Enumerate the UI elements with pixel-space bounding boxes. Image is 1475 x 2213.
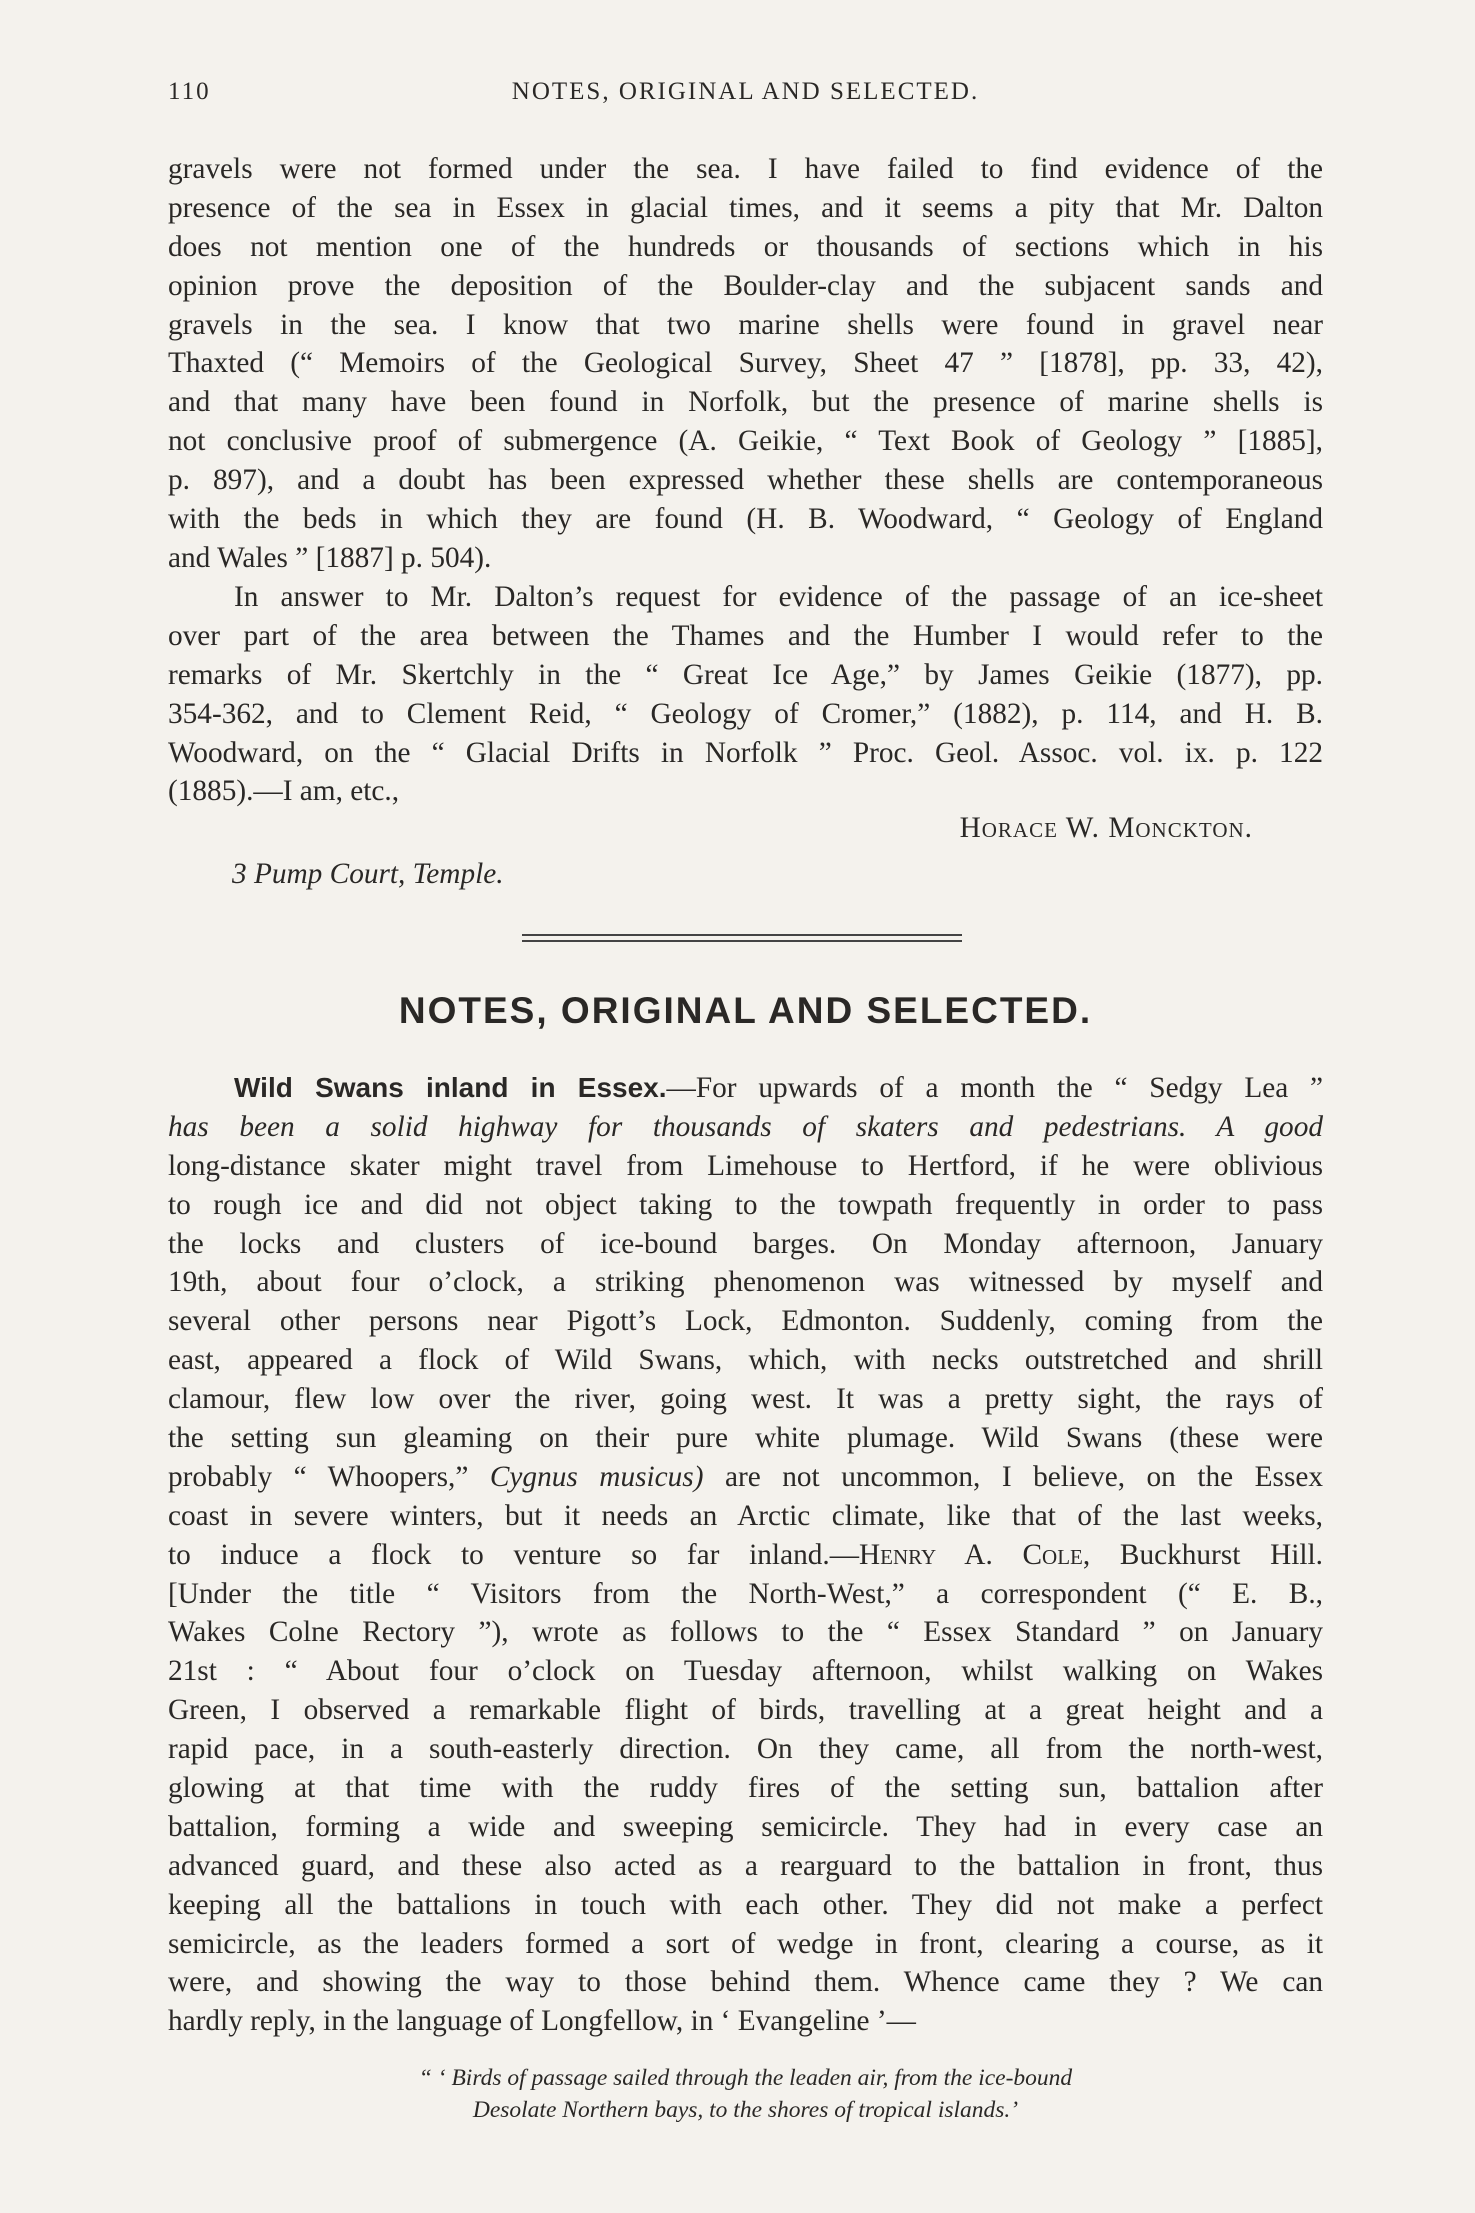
text-line: keeping all the battalions in touch with each other. They did not make a perfect <box>168 1888 1323 1921</box>
text-run: are not uncommon, I believe, on the Essex <box>703 1460 1323 1493</box>
text-line: hardly reply, in the language of Longfellow, in ‘ Evangeline ’— <box>168 2005 916 2038</box>
address: 3 Pump Court, Temple. <box>232 858 504 890</box>
text-line: opinion prove the deposition of the Boulder-clay and the subjacent sands and <box>168 269 1323 302</box>
text-line: p. 897), and a doubt has been expressed whether these shells are contemporaneous <box>168 464 1323 497</box>
species-name: Cygnus musicus) <box>489 1460 704 1493</box>
text-line: gravels were not formed under the sea. I have failed to find evidence of the <box>168 153 1323 185</box>
divider-rule <box>522 934 962 936</box>
verse-quote <box>168 2062 1323 2126</box>
text-line: glowing at that time with the ruddy fires of the setting sun, battalion after <box>168 1772 1323 1805</box>
text-line <box>168 1069 1323 1108</box>
text-line: the locks and clusters of ice-bound barges. On Monday afternoon, January <box>168 1227 1323 1260</box>
text-line: long-distance skater might travel from Limehouse to Hertford, if he were oblivious <box>168 1149 1323 1182</box>
divider-rule <box>522 940 962 942</box>
page-number: 110 <box>168 78 211 105</box>
text-run: to induce a flock to venture so far inland.— <box>168 1538 859 1571</box>
text-line: coast in severe winters, but it needs an Arctic climate, like that of the last weeks, <box>168 1499 1323 1532</box>
text-line: were, and showing the way to those behind them. Whence came they ? We can <box>168 1966 1323 1999</box>
text-line: remarks of Mr. Skertchly in the “ Great Ice Age,” by James Geikie (1877), pp. <box>168 658 1323 691</box>
text-line: the setting sun gleaming on their pure white plumage. Wild Swans (these were <box>168 1422 1323 1455</box>
text-line: not conclusive proof of submergence (A. Geikie, “ Text Book of Geology ” [1885], <box>168 425 1323 458</box>
running-head <box>168 78 1323 118</box>
text-line: several other persons near Pigott’s Lock, Edmonton. Suddenly, coming from the <box>168 1305 1323 1338</box>
text-line: semicircle, as the leaders formed a sort of wedge in front, clearing a course, as it <box>168 1927 1323 1960</box>
author-name: Henry A. Cole, <box>859 1538 1091 1571</box>
text-line: advanced guard, and these also acted as a rearguard to the battalion in front, thus <box>168 1849 1323 1882</box>
text-line: battalion, forming a wide and sweeping semicircle. They had in every case an <box>168 1810 1323 1843</box>
text-line: Wakes Colne Rectory ”), wrote as follows to the “ Essex Standard ” on January <box>168 1616 1323 1649</box>
text-line: has been a solid highway for thousands of skaters and pedestrians. A good <box>168 1110 1323 1143</box>
text-run: probably “ Whoopers,” <box>168 1460 490 1493</box>
text-line: does not mention one of the hundreds or thousands of sections which in his <box>168 230 1323 263</box>
text-line: presence of the sea in Essex in glacial times, and it seems a pity that Mr. Dalton <box>168 191 1323 224</box>
text-line: 354-362, and to Clement Reid, “ Geology of Cromer,” (1882), p. 114, and H. B. <box>168 697 1323 730</box>
article-body <box>168 1069 1323 2041</box>
text-line: Green, I observed a remarkable flight of birds, travelling at a great height and a <box>168 1694 1323 1727</box>
text-line <box>168 1458 1323 1497</box>
text-line: gravels in the sea. I know that two marine shells were found in gravel near <box>168 308 1323 341</box>
text-line: and that many have been found in Norfolk, but the presence of marine shells is <box>168 386 1323 419</box>
text-line: Thaxted (“ Memoirs of the Geological Survey, Sheet 47 ” [1878], pp. 33, 42), <box>168 347 1323 380</box>
running-title: NOTES, ORIGINAL AND SELECTED. <box>511 78 980 105</box>
article-title: Wild Swans inland in Essex. <box>234 1072 667 1103</box>
letter-paragraph-1 <box>168 150 1323 578</box>
verse-line: “ ‘ Birds of passage sailed through the leaden air, from the ice-bound <box>418 2065 1073 2091</box>
text-run: Buckhurst Hill. <box>1090 1538 1323 1571</box>
text-line: with the beds in which they are found (H. B. Woodward, “ Geology of England <box>168 503 1323 536</box>
text-line: In answer to Mr. Dalton’s request for evidence of the passage of an ice-sheet <box>234 581 1323 613</box>
text-run: —For upwards of a month the “ Sedgy Lea ” <box>666 1072 1324 1104</box>
text-line: east, appeared a flock of Wild Swans, which, with necks outstretched and shrill <box>168 1344 1323 1377</box>
letter-paragraph-2 <box>168 578 1323 811</box>
text-line: to rough ice and did not object taking to the towpath frequently in order to pass <box>168 1188 1323 1221</box>
text-line: [Under the title “ Visitors from the North-West,” a correspondent (“ E. B., <box>168 1577 1323 1610</box>
signature: Horace W. Monckton. <box>959 812 1253 844</box>
text-line: (1885).—I am, etc., <box>168 775 400 808</box>
text-line: 21st : “ About four o’clock on Tuesday afternoon, whilst walking on Wakes <box>168 1655 1323 1688</box>
text-line: Woodward, on the “ Glacial Drifts in Norfolk ” Proc. Geol. Assoc. vol. ix. p. 122 <box>168 736 1323 769</box>
text-line: over part of the area between the Thames and the Humber I would refer to the <box>168 619 1323 652</box>
text-line: 19th, about four o’clock, a striking phenomenon was witnessed by myself and <box>168 1266 1323 1299</box>
text-line: and Wales ” [1887] p. 504). <box>168 541 492 574</box>
section-heading: NOTES, ORIGINAL AND SELECTED. <box>398 990 1093 1031</box>
text-line: clamour, flew low over the river, going west. It was a pretty sight, the rays of <box>168 1383 1323 1416</box>
text-line: rapid pace, in a south-easterly direction. On they came, all from the north-west, <box>168 1733 1323 1766</box>
text-line <box>168 1536 1323 1575</box>
verse-line: Desolate Northern bays, to the shores of tropical islands.’ <box>472 2097 1019 2123</box>
